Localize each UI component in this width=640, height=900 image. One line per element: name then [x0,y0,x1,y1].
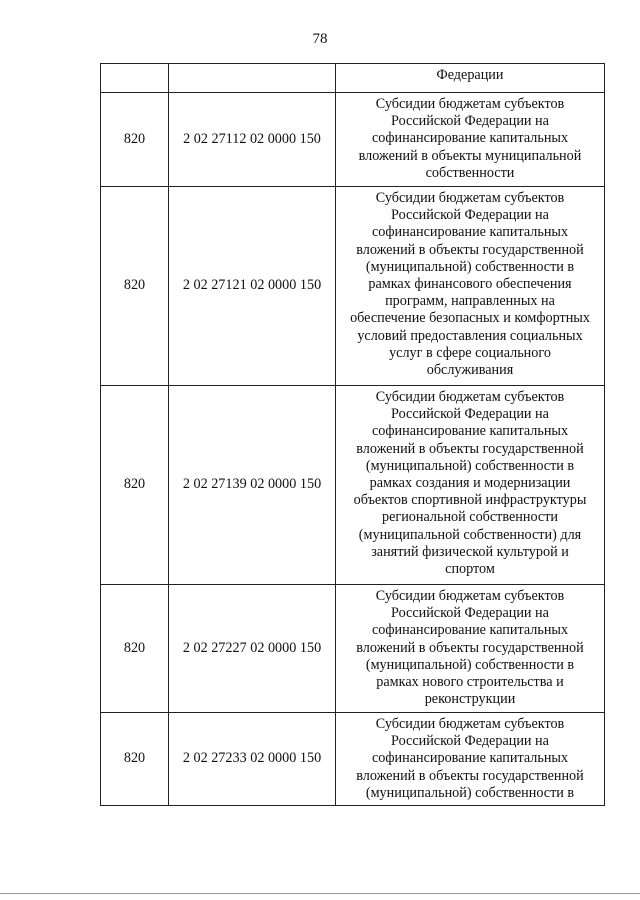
income-name-text: Субсидии бюджетам субъектов Российской Федерации на софинансирование капитальных вложений в объекты государственной (муниципальной) собственности в рамках финансового обеспечения программ, направленных на обеспечение безопасных и комфортных условий предоставления социальных услуг в сфере социального обслуживания [350,190,590,379]
admin-code-cell: 820 [101,585,169,713]
table-row [101,713,605,806]
income-code-cell: 2 02 27121 02 0000 150 [169,187,336,386]
table-row [101,585,605,713]
income-name-text: Субсидии бюджетам субъектов Российской Федерации на софинансирование капитальных вложений в объекты государственной (муниципальной) собственности в [356,716,584,801]
admin-code-cell: 820 [101,187,169,386]
income-code-cell: 2 02 27112 02 0000 150 [169,93,336,187]
income-name-cell [336,93,605,187]
page-bottom-divider [0,893,640,894]
income-code-cell: 2 02 27139 02 0000 150 [169,386,336,585]
table-header-row [101,64,605,93]
income-code-cell: 2 02 27227 02 0000 150 [169,585,336,713]
header-name-text: Федерации [436,67,504,83]
income-name-cell [336,713,605,806]
budget-classification-table [100,63,605,806]
header-code-cell [169,64,336,93]
admin-code-cell: 820 [101,713,169,806]
income-name-text: Субсидии бюджетам субъектов Российской Федерации на софинансирование капитальных вложений в объекты государственной (муниципальной) собственности в рамках создания и модернизации объектов спортивной инфраструктуры региональной собственности (муниципальной собственности) для занятий физической культурой и спортом [353,389,587,578]
income-name-text: Субсидии бюджетам субъектов Российской Федерации на софинансирование капитальных вложений в объекты муниципальной собственности [358,96,582,181]
admin-code-cell: 820 [101,93,169,187]
income-name-text: Субсидии бюджетам субъектов Российской Федерации на софинансирование капитальных вложений в объекты государственной (муниципальной) собственности в рамках нового строительства и реконструкции [356,588,584,708]
table-row [101,386,605,585]
header-name-cell [336,64,605,93]
header-admin-cell [101,64,169,93]
table-row [101,93,605,187]
admin-code-cell: 820 [101,386,169,585]
income-name-cell [336,585,605,713]
income-name-cell [336,386,605,585]
table-row [101,187,605,386]
income-code-cell: 2 02 27233 02 0000 150 [169,713,336,806]
page-number: 78 [312,31,328,47]
income-name-cell [336,187,605,386]
